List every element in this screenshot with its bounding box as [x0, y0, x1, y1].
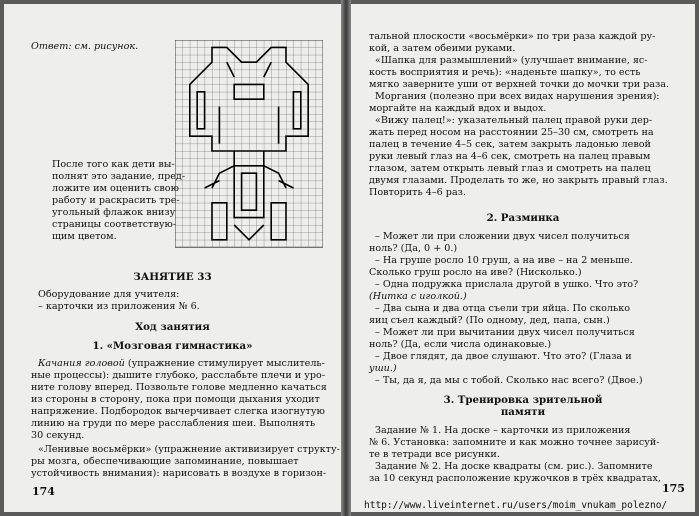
text-line: кость восприятия и речь): «наденьте шапку», то есть — [369, 67, 641, 78]
text-line: Моргания (полезно при всех видах нарушения зрения): — [375, 91, 660, 102]
text-line — [38, 358, 325, 369]
text-line: – Ты, да я, да мы с тобой. Сколько нас всего? (Двое.) — [375, 375, 643, 386]
text-line: жать перед носом на расстоянии 25–30 см, смотреть на — [369, 127, 654, 138]
text-line: работу и раскрасить тре- — [52, 195, 180, 206]
text-line: – На груше росло 10 груш, а на иве – на 2 меньше. — [375, 255, 633, 266]
section-heading: 2. Разминка — [486, 212, 560, 224]
text-line: ноль? (Да, 0 + 0.) — [369, 243, 458, 254]
book-gutter — [341, 0, 351, 516]
page-number-right: 175 — [662, 482, 685, 495]
text-line: напряжение. Подбородок вычерчивает слегка изогнутую — [31, 406, 325, 417]
text-line: – Может ли при сложении двух чисел получиться — [375, 231, 630, 242]
text-line: тальной плоскости «восьмёрки» по три раза каждой ру- — [369, 31, 656, 42]
text-line: руки левый глаз на 4–6 сек, смотреть на палец правым — [369, 151, 651, 162]
text-line: страницы соответствую- — [52, 219, 177, 230]
text-line: После того как дети вы- — [52, 159, 175, 170]
term: Качания головой — [38, 358, 125, 369]
section-heading-cont: памяти — [500, 406, 546, 418]
section-heading: 1. «Мозговая гимнастика» — [92, 340, 253, 352]
text-line: «Ленивые восьмёрки» (упражнение активизирует структу- — [38, 444, 340, 455]
text-line: – Два сына и два отца съели три яйца. По сколько — [375, 303, 630, 314]
text-line: Задание № 2. На доске квадраты (см. рис.). Запомните — [375, 461, 653, 472]
text-line: кой, а затем обеими руками. — [369, 43, 516, 54]
watermark-url: http://www.liveinternet.ru/users/moim_vnukam_polezno/ — [364, 500, 668, 511]
text-line: ните голову вперед. Позвольте голове медленно качаться — [31, 382, 327, 393]
text-line: Сколько груш росло на иве? (Нисколько.) — [369, 267, 582, 278]
text-line: устойчивость внимания): нарисовать в воздухе в горизон- — [31, 468, 327, 479]
text-line: – Двое глядят, да двое слушают. Что это? (Глаза и — [375, 351, 632, 362]
text-line: палец в течение 4–5 сек, затем закрыть ладонью левой — [369, 139, 651, 150]
text-line: угольный флажок внизу — [52, 207, 176, 218]
right-page — [351, 4, 695, 512]
text-line: – Может ли при вычитании двух чисел получиться — [375, 327, 635, 338]
text-line: Задание № 1. На доске – карточки из приложения — [375, 425, 631, 436]
text-rest: (упражнение стимулирует мыслитель- — [127, 358, 325, 369]
equipment-label: Оборудование для учителя: — [38, 289, 180, 300]
text-line: полнят это задание, пред- — [52, 171, 186, 182]
page-number-left: 174 — [32, 485, 55, 498]
answer-line: Ответ: см. рисунок. — [31, 41, 139, 52]
text-line: 30 секунд. — [31, 430, 85, 441]
equipment-item: – карточки из приложения № 6. — [38, 301, 200, 312]
left-page — [4, 4, 341, 512]
text-line: моргайте на каждый вдох и выдох. — [369, 103, 547, 114]
text-line: щим цветом. — [52, 231, 117, 242]
text-line: ложите им оценить свою — [52, 183, 179, 194]
text-line: – Одна подружка прислала другой в ушко. Что это? — [375, 279, 639, 290]
text-line: ные процессы): дышите глубоко, расслабьте плечи и уро- — [31, 370, 326, 381]
text-line: № 6. Установка: запомните и как можно точнее зарисуй- — [369, 437, 660, 448]
text-line: «Шапка для размышлений» (улучшает внимание, яс- — [375, 55, 648, 66]
text-line: (Нитка с иголкой.) — [369, 291, 467, 302]
grid-drawing — [175, 40, 323, 248]
text-line: Повторить 4–6 раз. — [369, 187, 466, 198]
text-line: ноль? (Да, если числа одинаковые.) — [369, 339, 552, 350]
text-line: «Вижу палец!»: указательный палец правой руки дер- — [375, 115, 653, 126]
text-line: мягко заверните уши от верхней точки до мочки три раза. — [369, 79, 670, 90]
text-line: ры мозга, обеспечивающие запоминание, повышает — [31, 456, 299, 467]
text-line: уши.) — [369, 363, 397, 374]
course-title: Ход занятия — [135, 321, 210, 333]
section-heading: 3. Тренировка зрительной — [443, 394, 603, 406]
text-line: глазом, затем открыть левый глаз и смотреть на палец — [369, 163, 651, 174]
text-line: за 10 секунд расположение кружочков в трёх квадратах, — [369, 473, 661, 484]
lesson-title: ЗАНЯТИЕ 33 — [133, 271, 212, 283]
text-line: двумя глазами. Проделать то же, но закрыть правый глаз. — [369, 175, 668, 186]
text-line: линию на груди по мере расслабления шеи. Выполнять — [31, 418, 316, 429]
text-line: яиц съел каждый? (По одному, дед, папа, сын.) — [369, 315, 610, 326]
text-line: те в тетради все рисунки. — [369, 449, 500, 460]
text-line: из стороны в сторону, пока при помощи дыхания уходит — [31, 394, 320, 405]
